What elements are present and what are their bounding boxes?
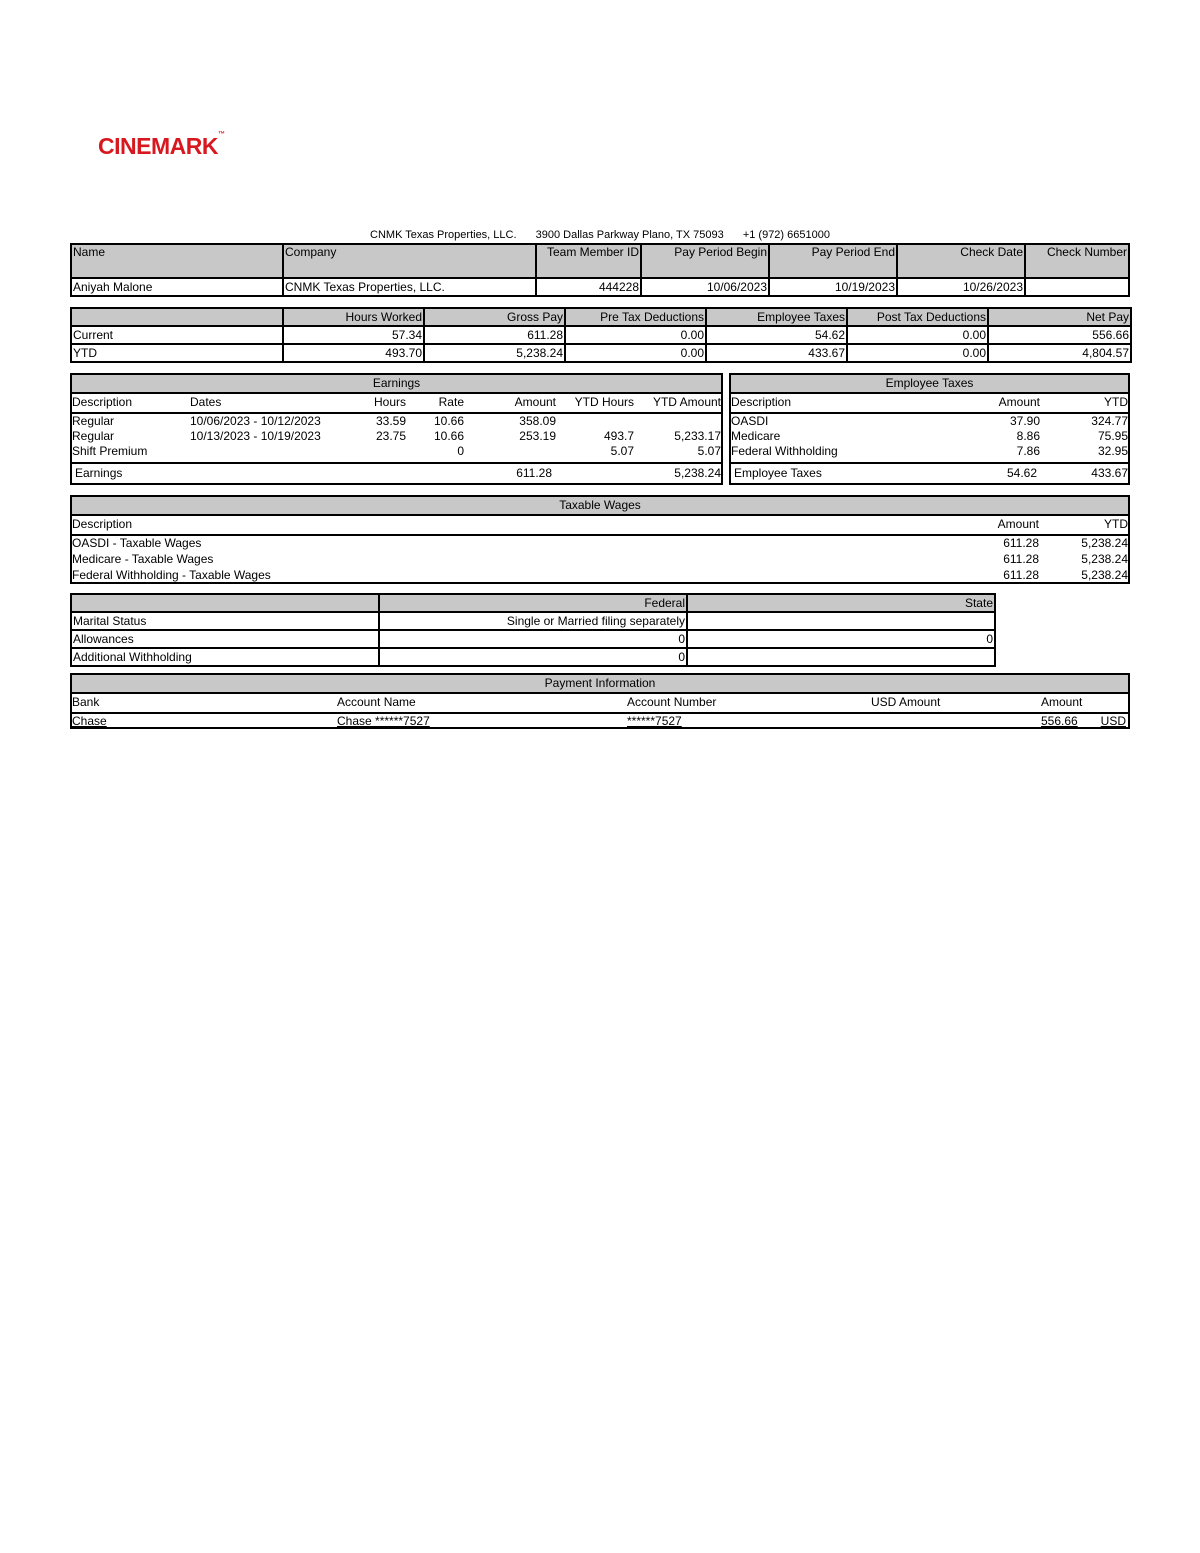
withholding-cell: Allowances [71,630,379,648]
withholding-table [70,593,994,667]
summary-taxes-label: Employee Taxes [706,308,847,326]
summary-cell: 54.62 [706,326,847,344]
team-member-id: 444228 [536,278,641,296]
earnings-col: Amount [514,395,556,409]
summary-pretax-label: Pre Tax Deductions [565,308,706,326]
earnings-cell: 253.19 [519,429,556,443]
earnings-cell [190,444,370,459]
summary-hours-label: Hours Worked [283,308,424,326]
earnings-cell: Regular [72,414,115,428]
taxable-cell: Medicare - Taxable Wages [72,552,214,566]
taxable-col: Description [72,517,133,531]
taxes-cell: 32.95 [1097,444,1128,458]
trademark-mark: ™ [217,131,225,138]
withholding-cell: Marital Status [71,612,379,630]
taxes-col: Amount [998,395,1040,409]
earnings-cell: 5,233.17 [674,429,721,443]
summary-cell: 0.00 [847,326,988,344]
earnings-row [72,444,721,459]
withholding-cell: Additional Withholding [71,648,379,666]
taxes-total-ytd: 433.67 [1091,466,1128,480]
employee-taxes-section [729,373,1130,485]
pay-period-end: 10/19/2023 [769,278,897,296]
check-date: 10/26/2023 [897,278,1025,296]
earnings-row [72,429,721,444]
earnings-title: Earnings [72,375,721,394]
payment-row [72,714,1128,729]
taxable-row [72,536,1128,552]
taxable-header-row [72,517,1128,532]
earnings-section [70,373,723,485]
earnings-col: YTD Hours [574,395,634,409]
earnings-cell: 10.66 [433,429,464,443]
earnings-total-amount: 611.28 [516,466,552,480]
earnings-cell: 10.66 [433,414,464,428]
payment-col: Amount [1041,695,1083,709]
earnings-cell: Regular [72,429,115,443]
withholding-federal-label: Federal [379,594,687,612]
summary-cell: 493.70 [283,344,424,362]
summary-row-ytd [71,344,1131,362]
taxable-cell: Federal Withholding - Taxable Wages [72,568,271,582]
taxable-cell: 5,238.24 [1081,552,1128,566]
withholding-cell: 0 [379,630,687,648]
earnings-cell: 10/13/2023 - 10/19/2023 [190,429,321,443]
earnings-col: Description [72,395,133,409]
payment-currency: USD [1100,714,1126,728]
col-company-label: Company [283,244,536,278]
company-address [0,229,1200,241]
summary-cell: 0.00 [565,326,706,344]
summary-cell: 611.28 [424,326,565,344]
payment-usd-amount [871,714,1041,729]
payment-col: Bank [72,695,100,709]
summary-net-label: Net Pay [988,308,1131,326]
col-check-number-label: Check Number [1025,244,1129,278]
taxes-row [731,429,1128,444]
taxes-total-label: Employee Taxes [734,466,822,480]
payment-title: Payment Information [72,675,1128,694]
payment-header-row [72,695,1128,710]
taxable-cell: 611.28 [1003,568,1039,582]
taxable-cell: 5,238.24 [1081,568,1128,582]
col-period-end-label: Pay Period End [769,244,897,278]
taxable-row [72,568,1128,584]
taxes-cell: 75.95 [1097,429,1128,443]
summary-cell: 0.00 [565,344,706,362]
col-name-label: Name [71,244,283,278]
withholding-row [71,630,995,648]
earnings-cell [634,414,721,429]
earnings-header-row [72,395,721,410]
earnings-cell: 23.75 [375,429,406,443]
withholding-row [71,612,995,630]
earnings-total-label: Earnings [75,466,123,480]
taxes-col: Description [731,395,792,409]
earnings-cell: 33.59 [375,414,406,428]
taxable-title: Taxable Wages [72,497,1128,516]
taxable-row [72,552,1128,568]
address-phone: +1 (972) 6651000 [742,229,830,241]
summary-cell: 57.34 [283,326,424,344]
col-check-date-label: Check Date [897,244,1025,278]
taxes-header-row [731,395,1128,410]
company-name: CNMK Texas Properties, LLC. [283,278,536,296]
earnings-col: Rate [438,395,464,409]
payment-account-number: ******7527 [627,714,682,728]
earnings-col: Hours [373,395,406,409]
col-period-begin-label: Pay Period Begin [641,244,769,278]
taxes-row [731,444,1128,459]
summary-cell: 433.67 [706,344,847,362]
earnings-total-row [72,464,721,482]
address-company: CNMK Texas Properties, LLC. [370,229,517,241]
taxes-cell: 324.77 [1091,414,1128,428]
summary-cell: YTD [71,344,283,362]
withholding-cell [687,612,995,630]
summary-posttax-label: Post Tax Deductions [847,308,988,326]
taxes-total-amount: 54.62 [1006,466,1037,480]
summary-blank-label [71,308,283,326]
address-street: 3900 Dallas Parkway Plano, TX 75093 [535,229,724,241]
summary-cell: Current [71,326,283,344]
withholding-cell: 0 [379,648,687,666]
earnings-cell [370,444,406,459]
check-number [1025,278,1129,296]
taxable-wages-section [70,495,1130,584]
earnings-cell: 358.09 [519,414,556,428]
payment-col: USD Amount [871,695,941,709]
earnings-col: YTD Amount [652,395,721,409]
earnings-cell: Shift Premium [72,444,148,458]
taxes-cell: 8.86 [1016,429,1040,443]
earnings-cell: 0 [457,444,464,458]
taxes-cell: OASDI [731,414,769,428]
taxable-col: Amount [997,517,1039,531]
withholding-cell [687,648,995,666]
taxes-col: YTD [1104,395,1128,409]
taxes-total-row [731,464,1128,482]
summary-cell: 4,804.57 [988,344,1131,362]
taxable-col: YTD [1104,517,1128,531]
employee-info-table [70,243,1130,297]
earnings-cell: 10/06/2023 - 10/12/2023 [190,414,321,428]
logo-text: CINEMARK [98,133,218,159]
withholding-row [71,648,995,666]
payment-account-name: Chase ******7527 [337,714,430,728]
taxes-row [731,414,1128,429]
earnings-row [72,414,721,429]
summary-gross-label: Gross Pay [424,308,565,326]
earnings-cell: 5.07 [610,444,634,458]
employee-name: Aniyah Malone [71,278,283,296]
earnings-cell: 493.7 [603,429,634,443]
payment-bank: Chase [72,714,107,728]
pay-summary-table [70,307,1130,363]
withholding-state-label: State [687,594,995,612]
earnings-cell [464,444,556,459]
summary-cell: 5,238.24 [424,344,565,362]
pay-period-begin: 10/06/2023 [641,278,769,296]
taxable-cell: OASDI - Taxable Wages [72,536,202,550]
col-team-member-id-label: Team Member ID [536,244,641,278]
taxable-cell: 5,238.24 [1081,536,1128,550]
withholding-cell: Single or Married filing separately [379,612,687,630]
taxable-cell: 611.28 [1003,536,1039,550]
taxable-cell: 611.28 [1003,552,1039,566]
summary-cell: 0.00 [847,344,988,362]
taxes-cell: Federal Withholding [731,444,838,458]
summary-cell: 556.66 [988,326,1131,344]
payment-col: Account Number [627,695,717,709]
taxes-cell: 37.90 [1009,414,1040,428]
taxes-title: Employee Taxes [731,375,1128,394]
earnings-col: Dates [190,395,222,409]
payment-amount: 556.66 [1041,714,1078,728]
payment-col: Account Name [337,695,416,709]
payment-info-section [70,673,1130,729]
summary-row-current [71,326,1131,344]
taxes-cell: 7.86 [1016,444,1040,458]
taxes-cell: Medicare [731,429,781,443]
withholding-cell: 0 [687,630,995,648]
earnings-cell: 5.07 [697,444,721,458]
withholding-blank-label [71,594,379,612]
earnings-cell [556,414,634,429]
earnings-total-ytd: 5,238.24 [674,466,721,480]
company-logo [98,133,224,160]
